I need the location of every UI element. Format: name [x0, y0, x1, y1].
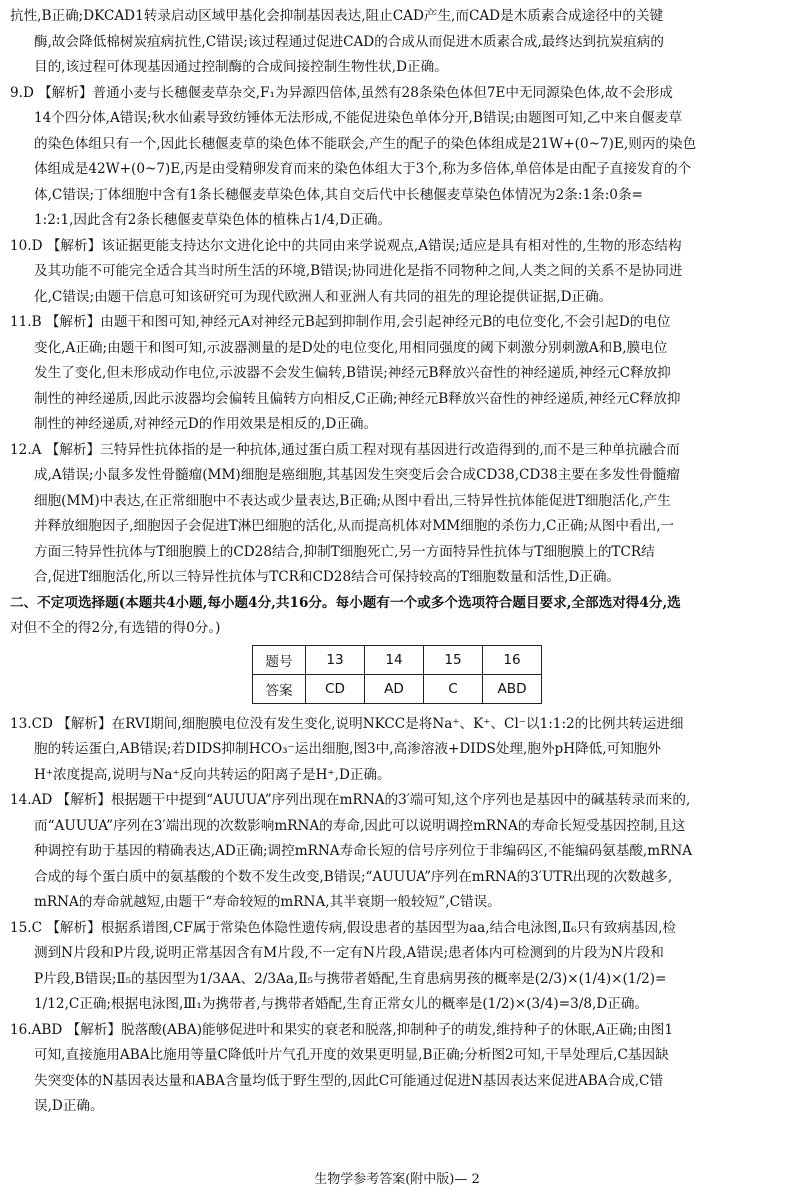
- table-header-cell: 答案: [253, 674, 306, 703]
- answer-table: [252, 645, 542, 704]
- table-row: [253, 674, 542, 703]
- text-line: 误,D正确。: [34, 1098, 104, 1114]
- text-line: 制性的神经递质,因此示波器均会偏转且偏转方向相反,C正确;神经元B释放兴奋性的神经递质,神经元C释放抑: [34, 390, 681, 407]
- section-heading: 二、不定项选择题(本题共4小题,每小题4分,共16分。每小题有一个或多个选项符合题目要求,全部选对得4分,选: [10, 594, 681, 611]
- question-13-heading: 13.CD 【解析】在RVI期间,细胞膜电位没有发生变化,说明NKCC是将Na⁺、K⁺、Cl⁻以1:1:2的比例共转运进细: [10, 715, 684, 732]
- text-line: 而“AUUUA”序列在3′端出现的次数影响mRNA的寿命,因此可以说明调控mRNA的寿命长短受基因控制,且这: [34, 817, 686, 834]
- text-line: 化,C错误;由题干信息可知该研究可为现代欧洲人和亚洲人有共同的祖先的理论提供证据,D正确。: [34, 288, 613, 305]
- text-line: 抗性,B正确;DKCAD1转录启动区域甲基化会抑制基因表达,阻止CAD产生,而CAD是木质素合成途径中的关键: [10, 8, 664, 24]
- question-number-cell: 15: [424, 645, 483, 674]
- text-line: 制性的神经递质,对神经元D的作用效果是相反的,D正确。: [34, 416, 378, 432]
- question-number-cell: 13: [306, 645, 365, 674]
- text-line: 成,A错误;小鼠多发性骨髓瘤(MM)细胞是癌细胞,其基因发生突变后会合成CD38,CD38主要在多发性骨髓瘤: [34, 467, 680, 483]
- text-line: 14个四分体,A错误;秋水仙素导致纺锤体无法形成,不能促进染色单体分开,B错误;由题图可知,乙中来自偃麦草: [34, 110, 683, 126]
- question-11-heading: 11.B 【解析】由题干和图可知,神经元A对神经元B起到抑制作用,会引起神经元B的电位变化,不会引起D的电位: [10, 314, 671, 330]
- text-line: 及其功能不可能完全适合其当时所生活的环境,B错误;协同进化是指不同物种之间,人类之间的关系不是协同进: [34, 263, 683, 279]
- text-line: 合,促进T细胞活化,所以三特异性抗体与TCR和CD28结合可保持较高的T细胞数量和活性,D正确。: [34, 569, 621, 585]
- text-line: 的染色体组只有一个,因此长穗偃麦草的染色体不能联会,产生的配子的染色体组成是21W+(0~7)E,则丙的染色: [34, 135, 697, 152]
- text-line: H⁺浓度提高,说明与Na⁺反向共转运的阳离子是H⁺,D正确。: [34, 766, 391, 783]
- table-header-cell: 题号: [253, 645, 306, 674]
- text-line: P片段,B错误;Ⅱ₅的基因型为1/3AA、2/3Aa,Ⅱ₅与携带者婚配,生育患病男孩的概率是(2/3)×(1/4)×(1/2)=: [34, 970, 667, 987]
- text-line: 1:2:1,因此含有2条长穗偃麦草染色体的植株占1/4,D正确。: [34, 212, 392, 228]
- text-line: 测到N片段和P片段,说明正常基因含有M片段,不一定有N片段,A错误;患者体内可检测到的片段为N片段和: [34, 945, 664, 961]
- text-line: 可知,直接施用ABA比施用等量C降低叶片气孔开度的效果更明显,B正确;分析图2可知,干旱处理后,C基因缺: [34, 1047, 669, 1063]
- text-line: 发生了变化,但未形成动作电位,示波器不会发生偏转,B错误;神经元B释放兴奋性的神经递质,神经元C释放抑: [34, 365, 671, 381]
- answer-content: [10, 4, 784, 1120]
- answer-cell: C: [424, 674, 483, 703]
- question-16-heading: 16.ABD 【解析】脱落酸(ABA)能够促进叶和果实的衰老和脱落,抑制种子的萌发,维持种子的休眠,A正确;由图1: [10, 1021, 674, 1038]
- text-line: mRNA的寿命就越短,由题干“寿命较短的mRNA,其半衰期一般较短”,C错误。: [34, 894, 501, 910]
- answer-cell: CD: [306, 674, 365, 703]
- page-footer: 生物学参考答案(附中版)— 2: [314, 1172, 480, 1187]
- text-line: 失突变体的N基因表达量和ABA含量均低于野生型的,因此C可能通过促进N基因表达来促进ABA合成,C错: [34, 1072, 664, 1089]
- text-line: 1/12,C正确;根据电泳图,Ⅲ₁为携带者,与携带者婚配,生育正常女儿的概率是(1/2)×(3/4)=3/8,D正确。: [34, 996, 649, 1012]
- question-15-heading: 15.C 【解析】根据系谱图,CF属于常染色体隐性遗传病,假设患者的基因型为aa,结合电泳图,Ⅱ₆只有致病基因,检: [10, 919, 677, 936]
- text-line: 方面三特异性抗体与T细胞膜上的CD28结合,抑制T细胞死亡,另一方面特异性抗体与T细胞膜上的TCR结: [34, 543, 655, 560]
- text-line: 细胞(MM)中表达,在正常细胞中不表达或少量表达,B正确;从图中看出,三特异性抗体能促进T细胞活化,产生: [34, 492, 671, 509]
- text-line: 体组成是42W+(0~7)E,丙是由受精卵发育而来的染色体组大于3个,称为多倍体,单倍体是由配子直接发育的个: [34, 161, 692, 177]
- answer-cell: ABD: [483, 674, 542, 703]
- text-line: 胞的转运蛋白,AB错误;若DIDS抑制HCO₃⁻运出细胞,图3中,高渗溶液+DIDS处理,胞外pH降低,可知胞外: [34, 741, 661, 757]
- text-line: 酶,故会降低棉树炭疽病抗性,C错误;该过程通过促进CAD的合成从而促进木质素合成,最终达到抗炭疽病的: [34, 33, 664, 50]
- question-number-cell: 16: [483, 645, 542, 674]
- question-10-heading: 10.D 【解析】该证据更能支持达尔文进化论中的共同由来学说观点,A错误;适应是具有相对性的,生物的形态结构: [10, 237, 682, 254]
- table-row: [253, 645, 542, 674]
- question-12-heading: 12.A 【解析】三特异性抗体指的是一种抗体,通过蛋白质工程对现有基因进行改造得到的,而不是三种单抗融合而: [10, 441, 680, 458]
- answer-table-wrapper: [10, 645, 784, 704]
- question-number-cell: 14: [365, 645, 424, 674]
- text-line: 变化,A正确;由题干和图可知,示波器测量的是D处的电位变化,用相同强度的阈下刺激分别刺激A和B,膜电位: [34, 339, 668, 356]
- text-line: 种调控有助于基因的精确表达,AD正确;调控mRNA寿命长短的信号序列位于非编码区,不能编码氨基酸,mRNA: [34, 843, 693, 859]
- text-line: 对但不全的得2分,有选错的得0分。): [10, 620, 221, 636]
- text-line: 并释放细胞因子,细胞因子会促进T淋巴细胞的活化,从而提高机体对MM细胞的杀伤力,C正确;从图中看出,一: [34, 518, 675, 534]
- answer-cell: AD: [365, 674, 424, 703]
- text-line: 目的,该过程可体现基因通过控制酶的合成间接控制生物性状,D正确。: [34, 59, 448, 75]
- question-9-heading: 9.D 【解析】普通小麦与长穗偃麦草杂交,F₁为异源四倍体,虽然有28条染色体但7E中无同源染色体,故不会形成: [10, 84, 673, 101]
- question-14-heading: 14.AD 【解析】根据题干中提到“AUUUA”序列出现在mRNA的3′端可知,这个序列也是基因中的碱基转录而来的,: [10, 792, 691, 808]
- text-line: 体,C错误;丁体细胞中含有1条长穗偃麦草染色体,其自交后代中长穗偃麦草染色体情况为2条:1条:0条=: [34, 186, 643, 203]
- text-line: 合成的每个蛋白质中的氨基酸的个数不发生改变,B错误;“AUUUA”序列在mRNA的3′UTR出现的次数越多,: [34, 868, 673, 885]
